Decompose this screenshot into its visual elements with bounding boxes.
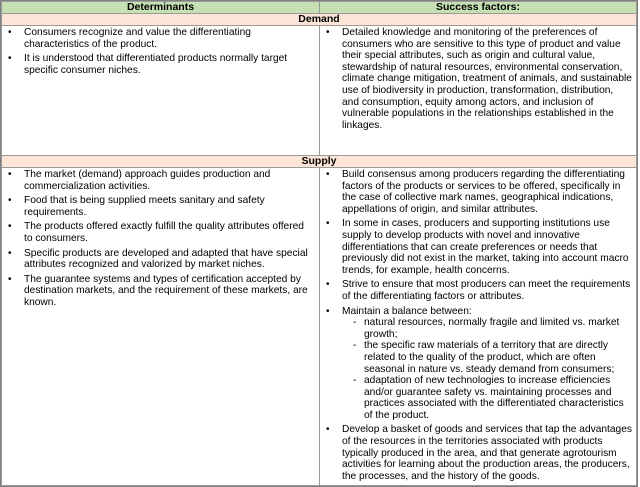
- demand-factors-cell: [320, 26, 637, 156]
- demand-row: [2, 26, 637, 156]
- section-title-demand: Demand: [2, 14, 637, 26]
- section-row-supply: [2, 156, 637, 168]
- header-row: [2, 2, 637, 14]
- demand-factors-list: [320, 27, 636, 131]
- section-row-demand: [2, 14, 637, 26]
- list-item: • In some in cases, producers and supporting institutions use supply to develop products with novel and innovative differentiations that can create preferences or needs that previously did not exist in the market, taking into account macro trends, for example, health concerns.: [342, 218, 632, 276]
- header-success-factors: Success factors:: [320, 2, 637, 14]
- list-item: • Consumers recognize and value the differentiating characteristics of the product.: [24, 27, 315, 50]
- success-factors-table: [1, 1, 637, 486]
- list-item: • Food that is being supplied meets sanitary and safety requirements.: [24, 195, 315, 218]
- list-item: • The products offered exactly fulfill the quality attributes offered to consumers.: [24, 221, 315, 244]
- supply-factors-cell: [320, 168, 637, 486]
- balance-item: - natural resources, normally fragile and limited vs. market growth;: [364, 317, 632, 340]
- header-determinants: Determinants: [2, 2, 320, 14]
- list-item: • Detailed knowledge and monitoring of the preferences of consumers who are sensitive to this type of product and value their special attributes, such as origin and cultural value, stewardship of natural resources, environmental conservation, climate change mitigation, treatment of animals, and sustainable use of biodiversity in production, transformation, distribution, and consumption, equity among actors, and inclusion of vulnerable populations in the relationships established in the linkages.: [342, 27, 632, 131]
- list-item: • The market (demand) approach guides production and commercialization activities.: [24, 169, 315, 192]
- list-item: • It is understood that differentiated products normally target specific consumer niches.: [24, 53, 315, 76]
- supply-factors-list: [320, 169, 636, 482]
- section-title-supply: Supply: [2, 156, 637, 168]
- balance-list: [342, 317, 632, 421]
- list-item: • Develop a basket of goods and services that tap the advantages of the resources in the territories associated with products typically produced in the area, and that generate agrotourism activities for learning about the production areas, the producers, the processes, and the history of the goods.: [342, 424, 632, 482]
- list-item: • Strive to ensure that most producers can meet the requirements of the differentiating factors or attributes.: [342, 279, 632, 302]
- supply-determinants-list: [2, 169, 319, 309]
- supply-determinants-cell: [2, 168, 320, 486]
- balance-item: - adaptation of new technologies to increase efficiencies and/or guarantee safety vs. maintaining processes and practices associated with the differentiated characteristics of the product.: [364, 375, 632, 421]
- demand-determinants-list: [2, 27, 319, 76]
- list-item: • The guarantee systems and types of certification accepted by destination markets, and the requirement of these markets, are known.: [24, 274, 315, 309]
- supply-row: [2, 168, 637, 486]
- list-item: • Build consensus among producers regarding the differentiating factors of the products or services to be offered, specifically in the case of collective mark names, geographical indications, appellations of origin, and similar attributes.: [342, 169, 632, 215]
- list-item: [342, 306, 632, 422]
- balance-intro: Maintain a balance between:: [342, 305, 472, 317]
- balance-item: - the specific raw materials of a territory that are directly related to the quality of the product, which are often seasonal in nature vs. steady demand from consumers;: [364, 340, 632, 375]
- list-item: • Specific products are developed and adapted that have special attributes recognized and valorized by market niches.: [24, 248, 315, 271]
- demand-determinants-cell: [2, 26, 320, 156]
